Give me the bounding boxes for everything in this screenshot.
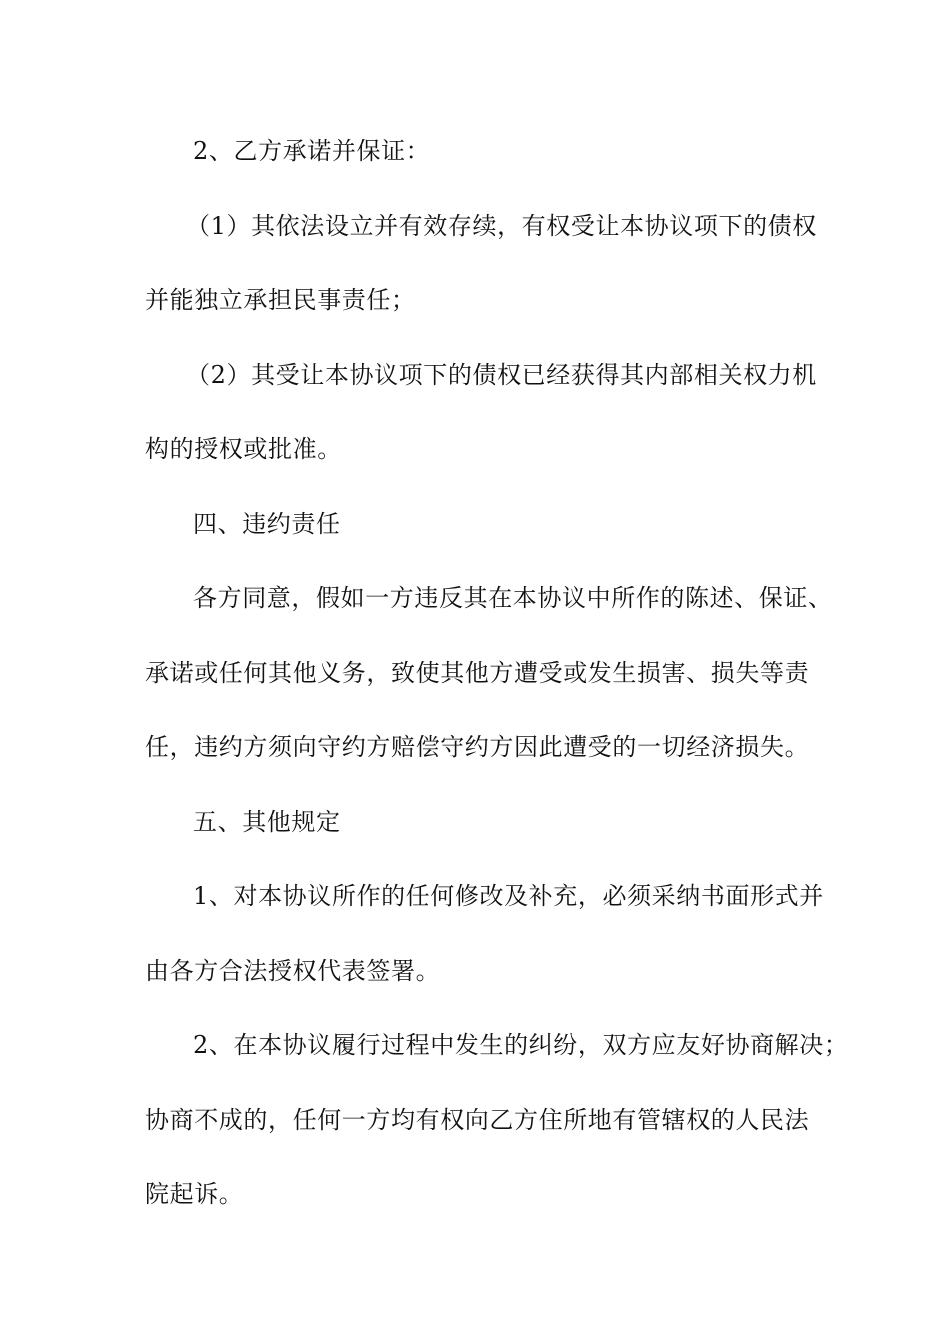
clause-2-item-1-line-1: （1）其依法设立并有效存续，有权受让本协议项下的债权: [186, 212, 817, 240]
section-5-item-2-line-2: 协商不成的，任何一方均有权向乙方住所地有管辖权的人民法: [145, 1106, 810, 1134]
section-5-heading: 五、其他规定: [193, 808, 341, 836]
section-4-paragraph-line-2: 承诺或任何其他义务，致使其他方遭受或发生损害、损失等责: [145, 659, 810, 687]
clause-2-item-2-line-1: （2）其受让本协议项下的债权已经获得其内部相关权力机: [186, 361, 817, 389]
section-4-paragraph-line-3: 任，违约方须向守约方赔偿守约方因此遭受的一切经济损失。: [145, 733, 810, 761]
section-5-item-1-line-1: 1、对本协议所作的任何修改及补充，必须采纳书面形式并: [193, 882, 824, 910]
clause-2-item-2-line-2: 构的授权或批准。: [145, 435, 342, 463]
section-5-item-1-line-2: 由各方合法授权代表签署。: [145, 957, 441, 985]
section-5-item-2-line-3: 院起诉。: [145, 1180, 244, 1208]
section-4-heading: 四、违约责任: [193, 510, 341, 538]
clause-2-item-1-line-2: 并能独立承担民事责任；: [145, 286, 416, 314]
section-5-item-2-line-1: 2、在本协议履行过程中发生的纠纷，双方应友好协商解决；: [193, 1031, 849, 1059]
section-4-paragraph-line-1: 各方同意，假如一方违反其在本协议中所作的陈述、保证、: [193, 584, 833, 612]
clause-2-heading: 2、乙方承诺并保证：: [193, 137, 431, 165]
